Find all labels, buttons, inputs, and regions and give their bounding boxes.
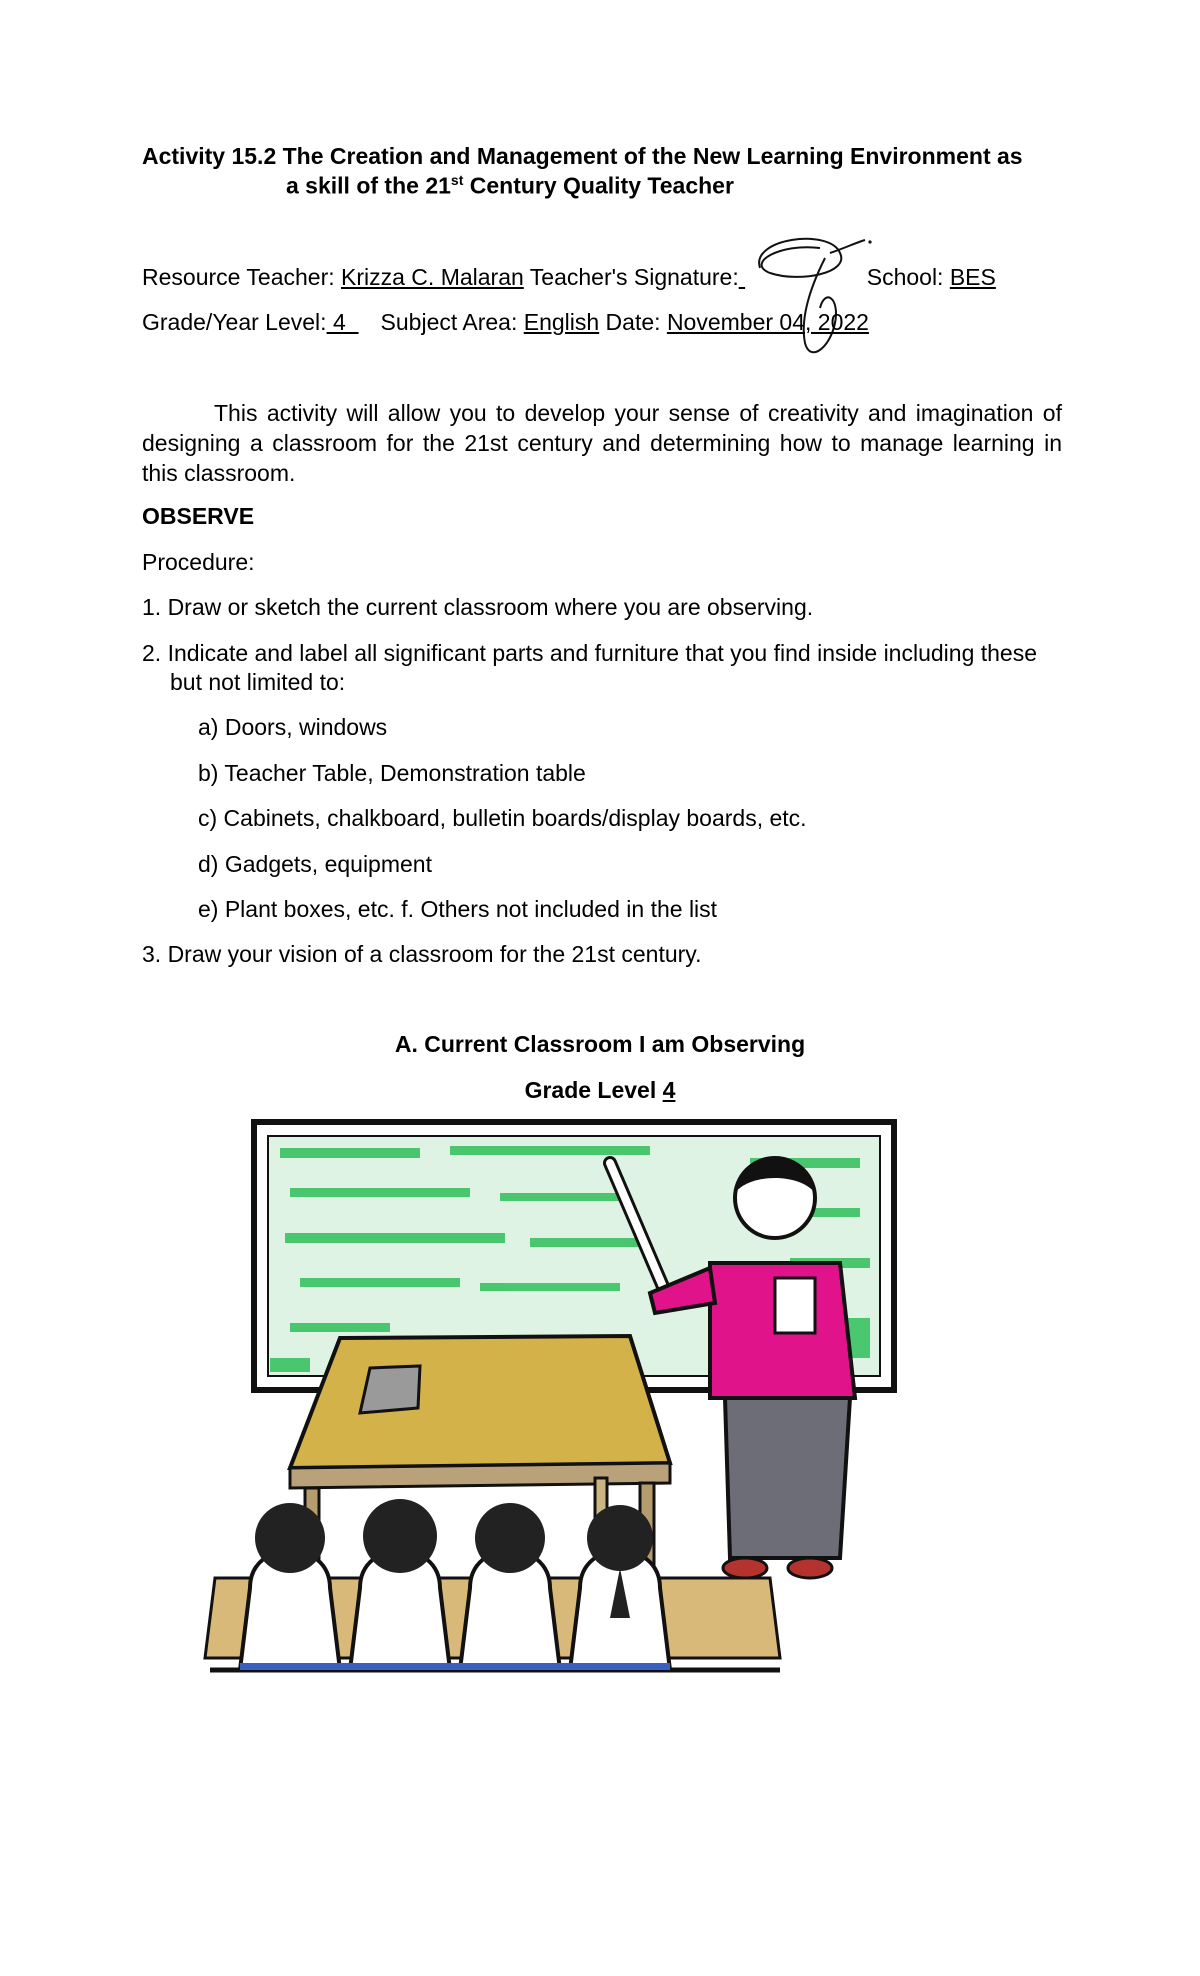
date-value: November 04, 2022 (666, 309, 869, 335)
section-a-heading: A. Current Classroom I am Observing (394, 1031, 806, 1057)
grade-label: Grade/Year Level: (142, 309, 327, 335)
activity-title-line1: Activity 15.2 The Creation and Management of the New Learning Environment as (142, 143, 1023, 169)
step-3: 3. Draw your vision of a classroom for the 21st century. (142, 941, 702, 967)
section-a-grade (0, 1077, 1200, 1104)
procedure-label: Procedure: (142, 549, 255, 575)
sub-item-c: c) Cabinets, chalkboard, bulletin boards/display boards, etc. (198, 805, 807, 831)
school-label: School: (866, 264, 950, 290)
sub-item-a: a) Doors, windows (198, 714, 388, 740)
section-a-grade-value: 4 (662, 1077, 676, 1103)
title-line2-end: Century Quality Teacher (463, 172, 734, 199)
subject-value: English (523, 309, 600, 335)
date-label: Date: (599, 309, 667, 335)
title-superscript: st (450, 172, 464, 188)
intro-paragraph: This activity will allow you to develop your sense of creativity and imagination of designing a classroom for the 21st century and determining how to manage learning in this classroom. (142, 400, 1062, 486)
info-line-2 (142, 309, 869, 336)
school-value: BES (949, 264, 996, 290)
teacher-signature (740, 228, 890, 368)
subject-label: Subject Area: (380, 309, 524, 335)
resource-teacher-value: Krizza C. Malaran (341, 264, 524, 290)
classroom-drawing (150, 1118, 910, 1678)
section-a-grade-label: Grade Level (524, 1077, 663, 1103)
step-2-line-1: 2. Indicate and label all significant parts and furniture that you find inside including these (142, 640, 1038, 666)
sub-item-d: d) Gadgets, equipment (198, 851, 432, 877)
sub-item-b: b) Teacher Table, Demonstration table (198, 760, 586, 786)
sub-item-e: e) Plant boxes, etc. f. Others not included in the list (198, 896, 718, 922)
title-line2-text: a skill of the 21 (286, 172, 451, 199)
observe-heading: OBSERVE (142, 503, 255, 529)
resource-teacher-label: Resource Teacher: (142, 264, 342, 290)
step-2-line-2: but not limited to: (170, 669, 346, 695)
step-1: 1. Draw or sketch the current classroom where you are observing. (142, 594, 814, 620)
signature-label: Teacher's Signature: (523, 264, 739, 290)
grade-value: 4 (326, 309, 359, 335)
activity-title-line2 (286, 172, 734, 200)
